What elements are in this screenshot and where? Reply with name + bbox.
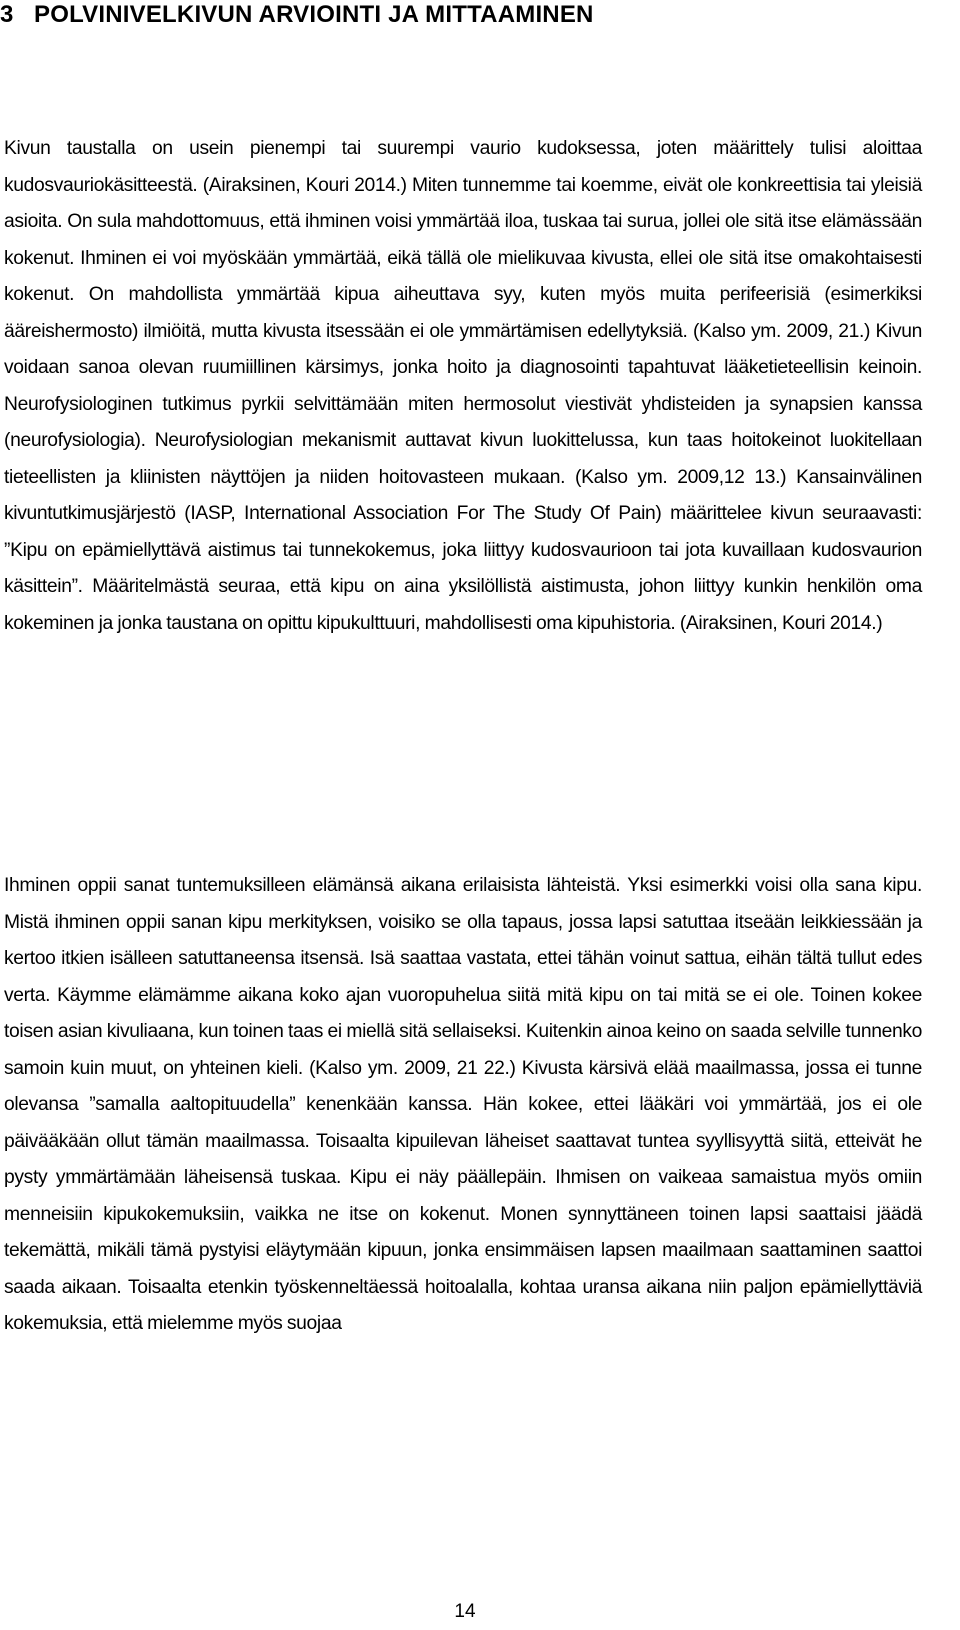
body-paragraph: Ihminen oppii sanat tuntemuksilleen elämänsä aikana erilaisista lähteistä. Yksi esimerkki voisi olla sana kipu. Mistä ihminen oppii sanan kipu merkityksen, voisiko se olla tapaus, jossa lapsi satuttaa itseään leikkiessään ja kertoo itkien isälleen satuttaneensa itsensä. Isä saattaa vastata, ettei tähän voinut sattua, eihän tältä tullut edes verta. Käymme elämämme aikana koko ajan vuoropuhelua siitä mitä kipu on tai mitä se ei ole. Toinen kokee toisen asian kivuliaana, kun toinen taas ei miellä sitä sellaiseksi. Kuitenkin ainoa keino on saada selville tunnenko samoin kuin muut, on yhteinen kieli. (Kalso ym. 2009, 21 22.) Kivusta kärsivä elää maailmassa, jossa ei tunne olevansa ”samalla aaltopituudella” kenenkään kanssa. Hän kokee, ettei lääkäri voi ymmärtää, jos ei ole päivääkään ollut tämän maailmassa. Toisaalta kipuilevan läheiset saattavat tuntea syyllisyyttä siitä, etteivät he pysty ymmärtämään läheisensä tuskaa. Kipu ei näy päällepäin. Ihmisen on vaikeaa samaistua myös omiin menneisiin kipukokemuksiin, vaikka ne itse on kokenut. Monen synnyttäneen toinen lapsi saattaisi jäädä tekemättä, mikäli tämä pystyisi eläytymään kipuun, jonka ensimmäisen lapsen maailmaan saattaminen saattoi saada aikaan. Toisaalta etenkin työskenneltäessä hoitoalalla, kohtaa uransa aikana niin paljon epämiellyttäviä kokemuksia, että mielemme myös suojaa xyxy=(4,875,922,1334)
chapter-heading xyxy=(0,0,594,30)
page-number: 14 xyxy=(454,1601,476,1622)
chapter-title: POLVINIVELKIVUN ARVIOINTI JA MITTAAMINEN xyxy=(34,1,594,28)
body-paragraph: Kivun taustalla on usein pienempi tai suurempi vaurio kudoksessa, joten määrittely tulisi aloittaa kudosvauriokäsitteestä. (Airaksinen, Kouri 2014.) Miten tunnemme tai koemme, eivät ole konkreettisia tai yleisiä asioita. On sula mahdottomuus, että ihminen voisi ymmärtää iloa, tuskaa tai surua, jollei ole sitä itse elämässään kokenut. Ihminen ei voi myöskään ymmärtää, eikä tällä ole mielikuvaa kivusta, ellei ole sitä itse omakohtaisesti kokenut. On mahdollista ymmärtää kipua aiheuttava syy, kuten myös muita perifeerisiä (esimerkiksi ääreishermosto) ilmiöitä, mutta kivusta itsessään ei ole ymmärtämisen edellytyksiä. (Kalso ym. 2009, 21.) Kivun voidaan sanoa olevan ruumiillinen kärsimys, jonka hoito ja diagnosointi tapahtuvat lääketieteellisin keinoin. Neurofysiologinen tutkimus pyrkii selvittämään miten hermosolut viestivät yhdisteiden ja synapsien kanssa (neurofysiologia). Neurofysiologian mekanismit auttavat kivun luokittelussa, kun taas hoitokeinot luokitellaan tieteellisten ja kliinisten näyttöjen ja niiden hoitovasteen mukaan. (Kalso ym. 2009,12 13.) Kansainvälinen kivuntutkimusjärjestö (IASP, International Association For The Study Of Pain) määrittelee kivun seuraavasti: ”Kipu on epämiellyttävä aistimus tai tunnekokemus, joka liittyy kudosvaurioon tai jota kuvaillaan kudosvaurion käsittein”. Määritelmästä seuraa, että kipu on aina yksilöllistä aistimusta, johon liittyy kunkin henkilön oma kokeminen ja jonka taustana on opittu kipukulttuuri, mahdollisesti oma kipuhistoria. (Airaksinen, Kouri 2014.) xyxy=(4,138,922,634)
chapter-number: 3 xyxy=(0,1,14,28)
